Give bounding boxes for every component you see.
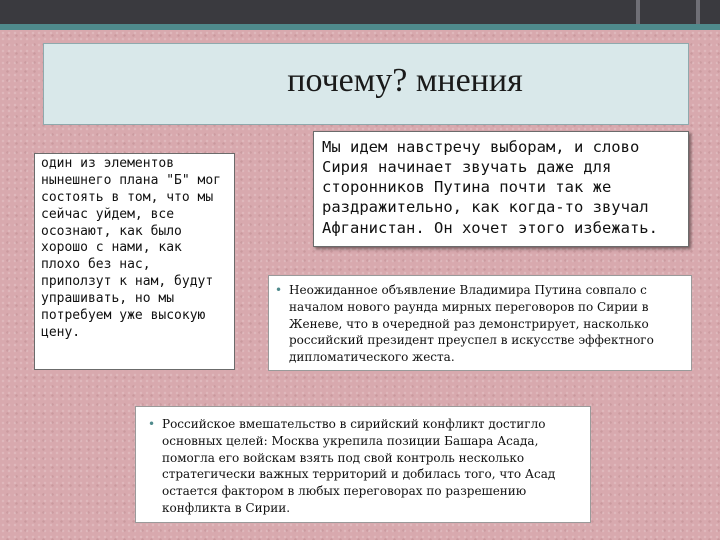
bottom-bullet-text: Российское вмешательство в сирийский конфликт достигло основных целей: Москва укрепила позиции Башара Асада, помогла его войскам взять под свой контроль несколько стратегически важных территорий и добилась того, что Асад остается фактором в любых переговорах по разрешению конфликта в Сирии. [162, 417, 556, 515]
top-accent-stripe [0, 24, 720, 30]
left-note-text: один из элементов нынешнего плана "Б" мог состоять в том, что мы сейчас уйдем, все осознают, как было хорошо с нами, как плохо без нас, приползут к нам, будут упрашивать, но мы потребуем уже высокую цену. [41, 156, 222, 340]
bullet-icon: • [148, 417, 156, 431]
bottom-box [135, 406, 591, 523]
slide-title: почему? мнения [287, 62, 523, 99]
top-bar-divider [696, 0, 700, 24]
bullet-icon: • [275, 283, 283, 297]
news-bullet-item [275, 282, 683, 366]
quote-box [313, 131, 689, 247]
news-box [268, 275, 692, 371]
quote-text: Мы идем навстречу выборам, и слово Сирия начинает звучать даже для сторонников Путина почти так же раздражительно, как когда-то звучал Афганистан. Он хочет этого избежать. [322, 138, 658, 237]
top-bar-divider [636, 0, 640, 24]
news-bullet-text: Неожиданное объявление Владимира Путина совпало с началом нового раунда мирных переговоров по Сирии в Женеве, что в очередной раз демонстрирует, насколько российский президент преуспел в искусстве эффектного дипломатического жеста. [289, 283, 654, 365]
bottom-bullet-item [148, 416, 582, 517]
top-bar [0, 0, 720, 24]
left-note-box [34, 153, 235, 370]
title-box [43, 43, 689, 125]
